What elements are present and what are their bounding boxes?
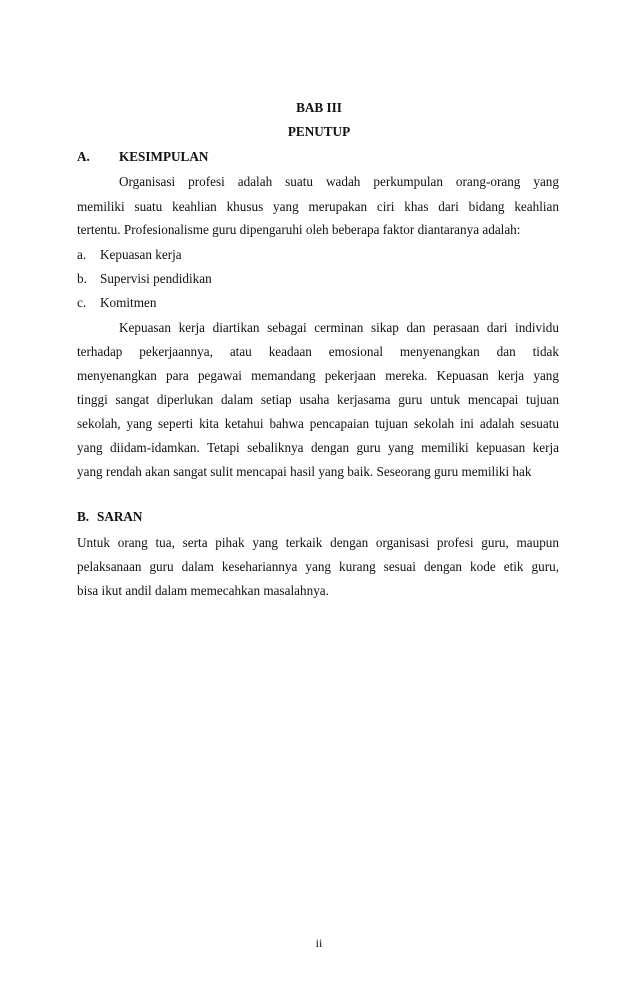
paragraph-line: tinggi sangat diperlukan dalam setiap usaha kerjasama guru untuk mencapai tujuan xyxy=(77,392,559,407)
list-item xyxy=(77,295,156,311)
paragraph-line: memiliki suatu keahlian khusus yang merupakan ciri khas dari bidang keahlian xyxy=(77,199,559,214)
section-b-letter: B. xyxy=(77,509,90,524)
list-marker: a. xyxy=(77,247,87,262)
paragraph-line: yang rendah akan sangat sulit mencapai hasil yang baik. Seseorang guru memiliki hak xyxy=(77,464,532,479)
paragraph-line: tertentu. Profesionalisme guru dipengaruhi oleh beberapa faktor diantaranya adalah: xyxy=(77,222,521,237)
paragraph-line: sekolah, yang seperti kita ketahui bahwa pencapaian tujuan sekolah ini adalah sesuatu xyxy=(77,416,559,431)
paragraph-line: Kepuasan kerja diartikan sebagai cerminan sikap dan perasaan dari individu xyxy=(119,320,559,335)
section-a-letter: A. xyxy=(77,149,90,164)
list-item-text: Komitmen xyxy=(100,295,157,310)
list-marker: b. xyxy=(77,271,87,286)
paragraph-line: bisa ikut andil dalam memecahkan masalahnya. xyxy=(77,583,329,598)
list-item-text: Kepuasan kerja xyxy=(100,247,182,262)
section-a-heading xyxy=(77,149,208,165)
section-b-title: SARAN xyxy=(97,509,143,524)
paragraph-line: yang diidam-idamkan. Tetapi sebaliknya dengan guru yang memiliki kepuasan kerja xyxy=(77,440,559,455)
list-item xyxy=(77,247,182,263)
section-a-title: KESIMPULAN xyxy=(119,149,209,164)
paragraph-line: Untuk orang tua, serta pihak yang terkaik dengan organisasi profesi guru, maupun xyxy=(77,535,559,550)
chapter-number-text: BAB III xyxy=(296,100,342,115)
paragraph-line: terhadap pekerjaannya, atau keadaan emosional menyenangkan dan tidak xyxy=(77,344,559,359)
paragraph-line: pelaksanaan guru dalam kesehariannya yang kurang sesuai dengan kode etik guru, xyxy=(77,559,559,574)
list-item xyxy=(77,271,212,287)
page-number: ii xyxy=(315,936,323,950)
list-item-text: Supervisi pendidikan xyxy=(100,271,212,286)
section-b-heading xyxy=(77,509,142,525)
chapter-title-text: PENUTUP xyxy=(287,124,351,139)
chapter-title xyxy=(0,124,638,140)
list-marker: c. xyxy=(77,295,87,310)
paragraph-line: menyenangkan para pegawai memandang pekerjaan mereka. Kepuasan kerja yang xyxy=(77,368,559,383)
paragraph-line: Organisasi profesi adalah suatu wadah perkumpulan orang-orang yang xyxy=(119,174,559,189)
chapter-number xyxy=(0,100,638,116)
